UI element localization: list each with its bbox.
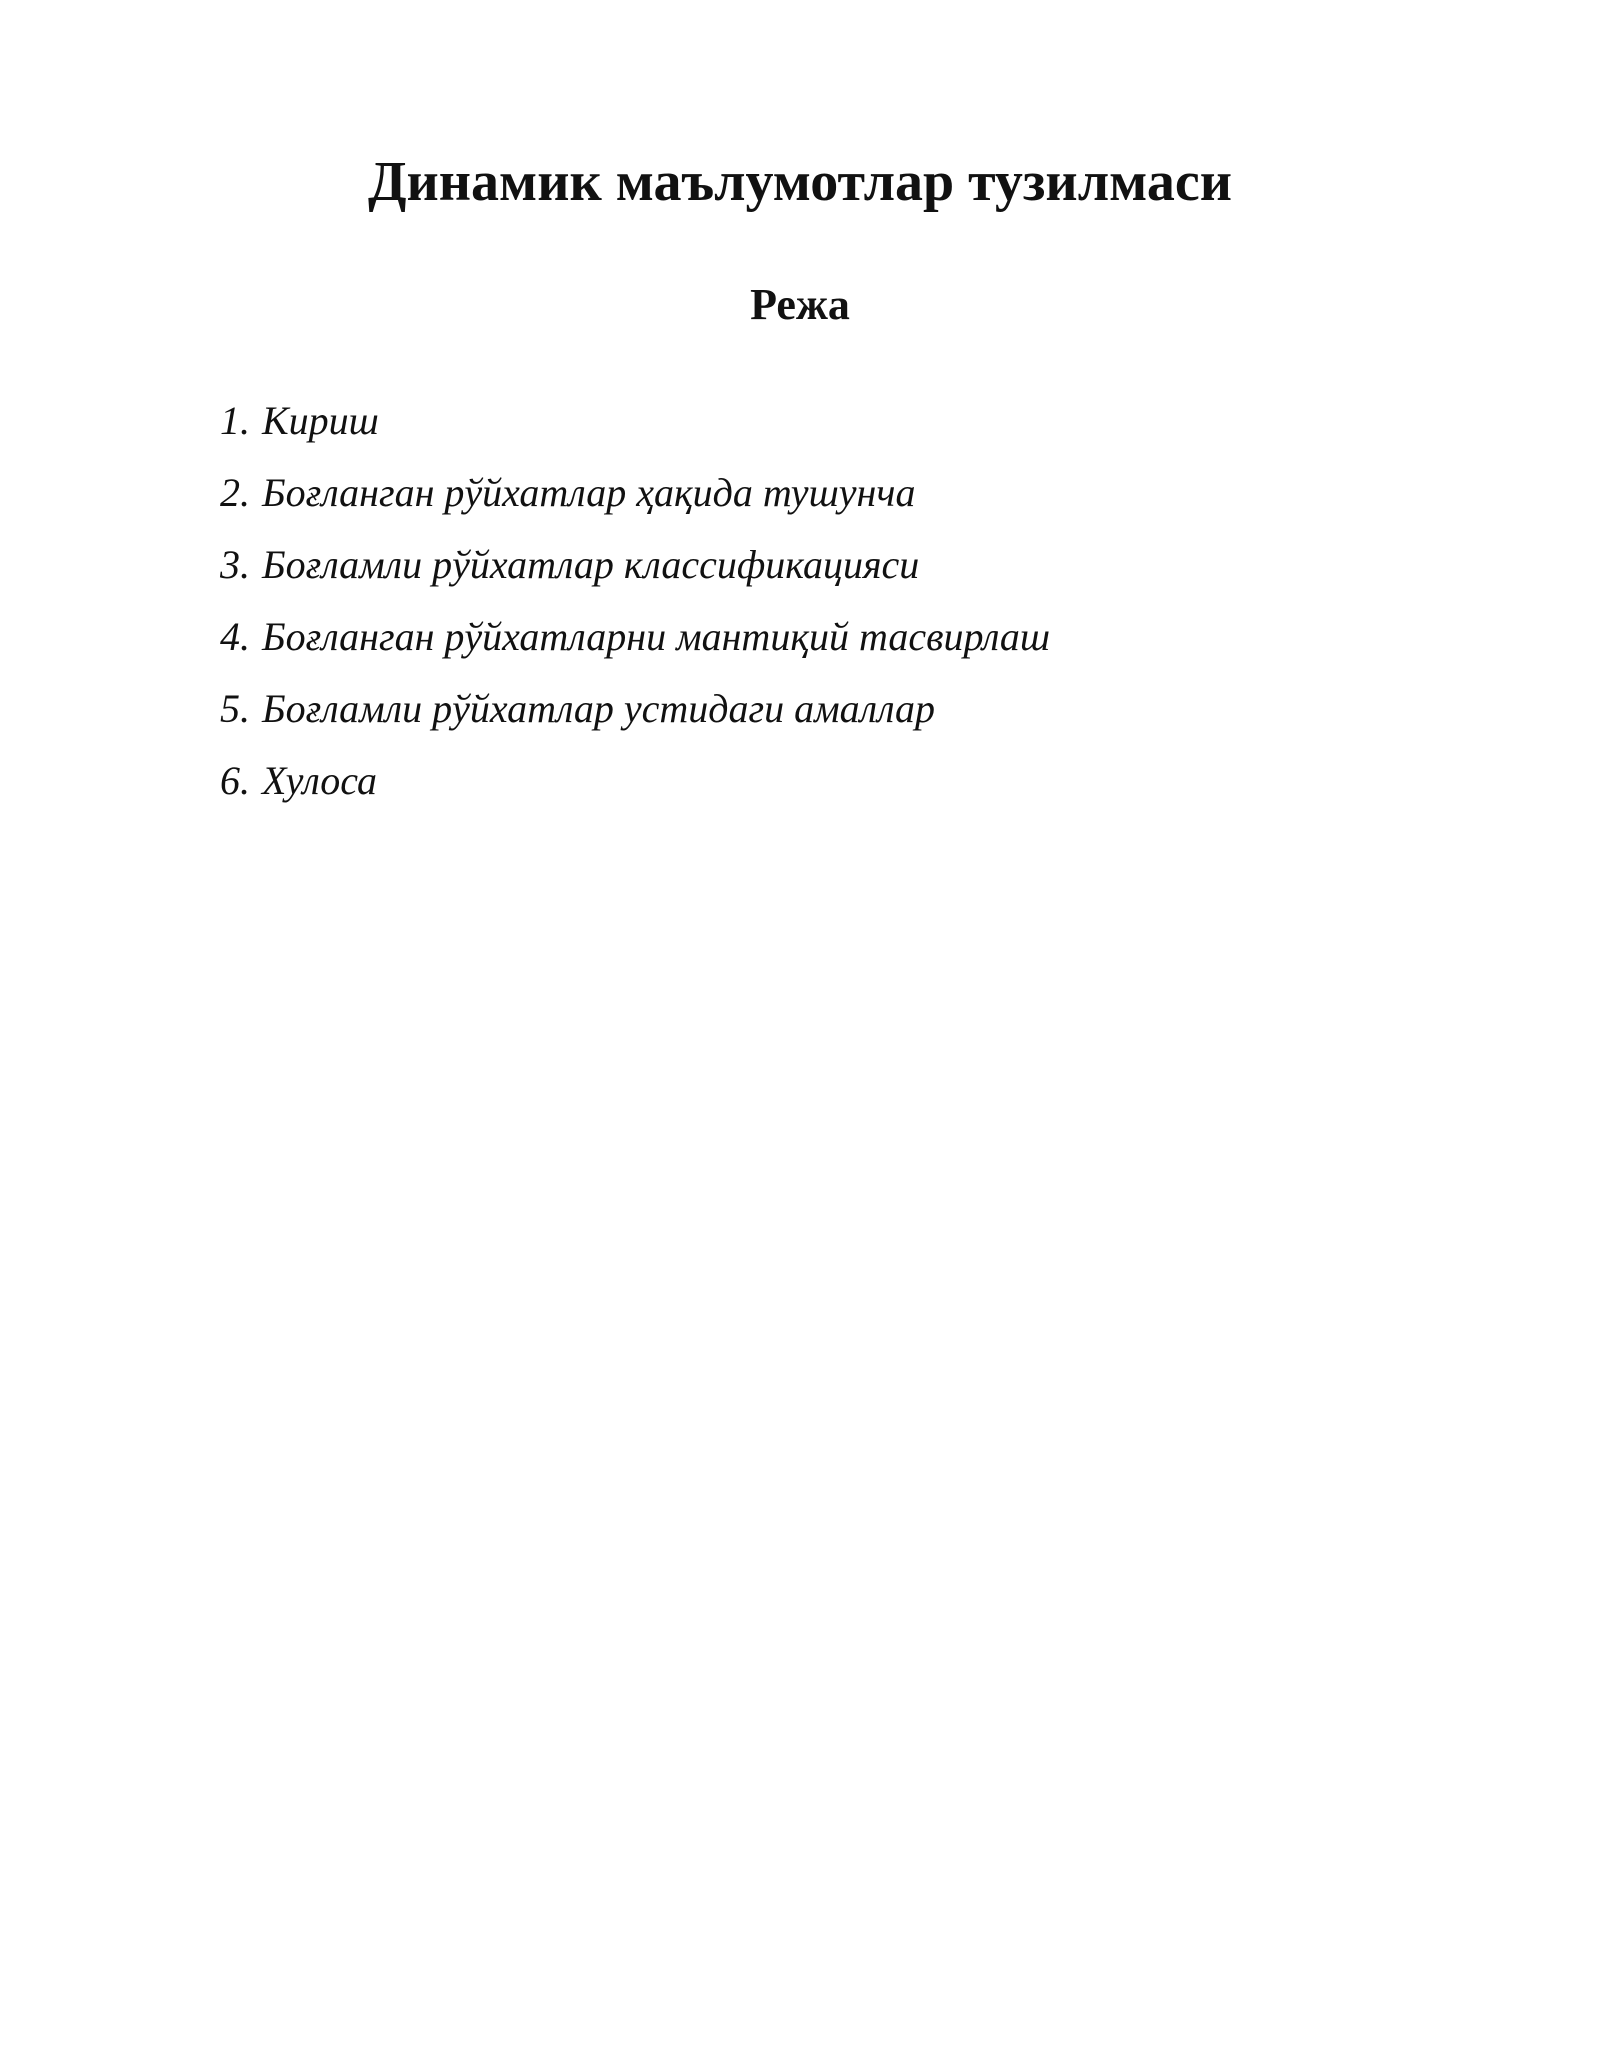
- plan-list: [220, 385, 1050, 817]
- plan-item-1: [220, 385, 1050, 457]
- plan-item-text: Хулоса: [262, 758, 377, 803]
- plan-item-2: [220, 457, 1050, 529]
- plan-item-number: 5.: [220, 686, 250, 731]
- plan-item-text: Боғланган рўйхатларни мантиқий тасвирлаш: [262, 614, 1051, 659]
- plan-item-text: Боғламли рўйхатлар классификацияси: [262, 542, 920, 587]
- plan-item-6: [220, 745, 1050, 817]
- plan-item-number: 1.: [220, 398, 250, 443]
- plan-item-text: Кириш: [262, 398, 379, 443]
- plan-item-5: [220, 673, 1050, 745]
- plan-item-text: Боғланган рўйхатлар ҳақида тушунча: [262, 470, 916, 515]
- plan-heading: Режа: [750, 280, 850, 329]
- plan-item-number: 3.: [220, 542, 250, 587]
- plan-item-number: 2.: [220, 470, 250, 515]
- plan-item-number: 6.: [220, 758, 250, 803]
- plan-item-text: Боғламли рўйхатлар устидаги амаллар: [262, 686, 936, 731]
- plan-item-3: [220, 529, 1050, 601]
- plan-item-4: [220, 601, 1050, 673]
- document-title: Динамик маълумотлар тузилмаси: [367, 151, 1232, 213]
- plan-item-number: 4.: [220, 614, 250, 659]
